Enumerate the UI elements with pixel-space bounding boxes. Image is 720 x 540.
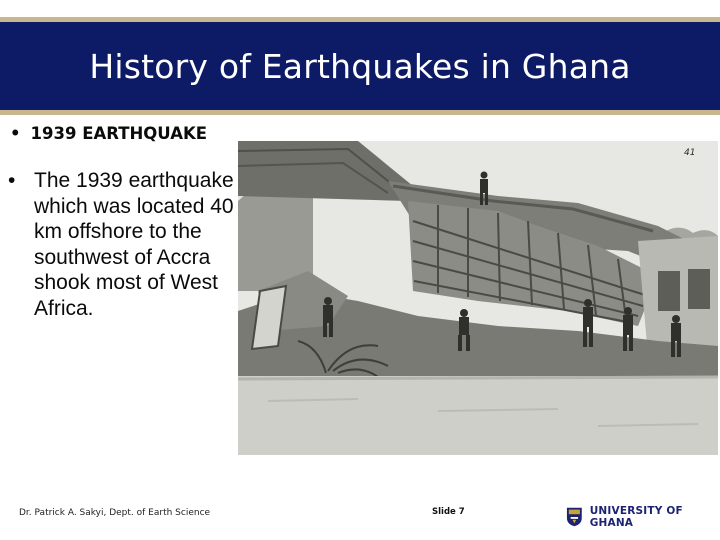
body-bullet-text: The 1939 earthquake which was located 40 km offshore to the southwest of Accra shook most of West Africa. xyxy=(34,169,234,320)
photo-illustration xyxy=(238,141,718,455)
section-bullet: • xyxy=(10,124,21,143)
slide-number: Slide 7 xyxy=(432,507,465,517)
photo-corner-mark: 41 xyxy=(684,148,696,158)
university-crest-icon xyxy=(566,506,583,528)
title-bar xyxy=(0,22,720,110)
footer-author: Dr. Patrick A. Sakyi, Dept. of Earth Science xyxy=(19,508,211,518)
slide-title: History of Earthquakes in Ghana xyxy=(89,46,631,86)
section-heading xyxy=(10,124,207,143)
title-underline-rule xyxy=(0,110,720,115)
body-bullet-marker: • xyxy=(8,169,16,192)
university-logo xyxy=(566,505,720,529)
logo-text: UNIVERSITY OF GHANA xyxy=(589,505,683,529)
body-bullet-item xyxy=(8,168,240,321)
section-heading-text: 1939 EARTHQUAKE xyxy=(30,124,208,143)
collapsed-building-photo xyxy=(238,141,718,455)
